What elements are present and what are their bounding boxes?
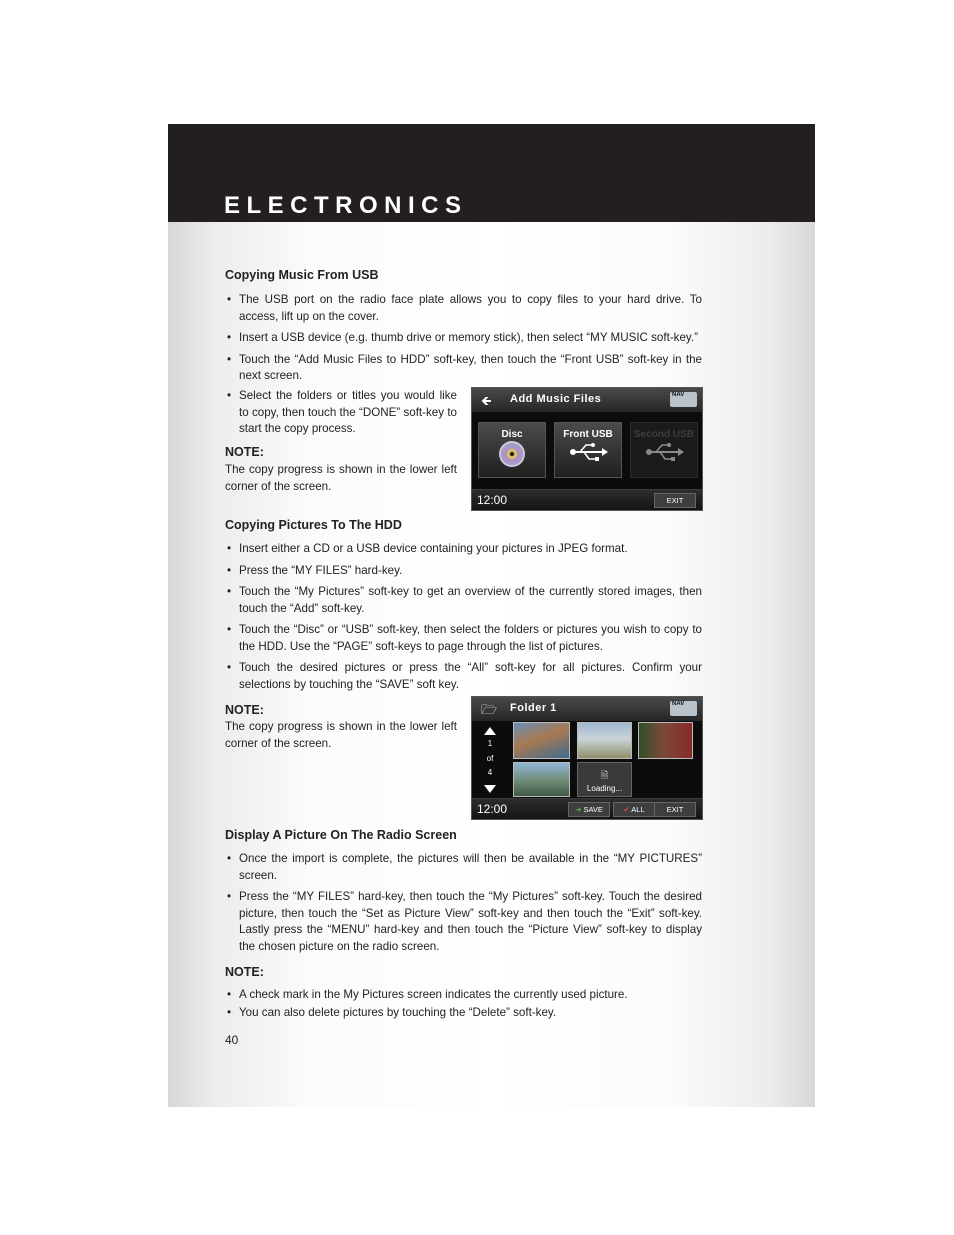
screen-status-bar (472, 798, 702, 819)
note-text: The copy progress is shown in the lower left corner of the screen. (225, 463, 457, 493)
list-item: • Touch the “Add Music Files to HDD” soft-key, then touch the “Front USB” soft-key in the next screen. (225, 352, 702, 385)
page-total: 4 (487, 768, 493, 777)
select-all-button-label: ALL (631, 805, 645, 814)
music-steps-list (225, 292, 702, 390)
list-item: • You can also delete pictures by touching the “Delete” soft-key. (225, 1005, 702, 1022)
disc-tile-label: Disc (501, 429, 523, 440)
nav-badge: NAV (670, 701, 697, 716)
manual-page (168, 124, 815, 1107)
folder-icon: 🗁 (481, 702, 498, 717)
clock: 12:00 (477, 802, 508, 816)
note-list (225, 987, 702, 1022)
page-of: of (486, 754, 494, 763)
page-down-icon[interactable] (484, 785, 496, 793)
back-arrow-icon[interactable]: 🡸 (481, 393, 492, 408)
note-label: NOTE: (225, 445, 264, 459)
clock: 12:00 (477, 493, 508, 507)
section-header-bar (168, 124, 815, 222)
list-item: • The USB port on the radio face plate allows you to copy files to your hard drive. To access, lift up on the cover. (225, 292, 702, 325)
heading-copying-music: Copying Music From USB (225, 268, 379, 282)
music-steps-list-continued (225, 388, 457, 443)
section-title: ELECTRONICS (224, 192, 468, 219)
second-usb-tile-label: Second USB (633, 429, 694, 440)
loading-label: Loading... (586, 784, 623, 793)
loading-thumbnail (577, 762, 632, 797)
document-icon: 🗎 (600, 770, 609, 780)
exit-button[interactable]: EXIT (654, 802, 696, 817)
select-all-button[interactable] (613, 802, 655, 817)
second-usb-tile[interactable] (630, 422, 698, 478)
screen-title: Add Music Files (510, 393, 602, 405)
usb-icon (644, 440, 684, 464)
pictures-steps-list (225, 541, 702, 698)
list-item: • Select the folders or titles you would like to copy, then touch the “DONE” soft-key to start the copy process. (225, 388, 457, 438)
screen-status-bar (472, 489, 702, 510)
disc-tile[interactable] (478, 422, 546, 478)
front-usb-tile-label: Front USB (563, 429, 613, 440)
picture-thumbnail[interactable] (577, 722, 632, 759)
list-item: • Insert a USB device (e.g. thumb drive or memory stick), then select “MY MUSIC soft-key.” (225, 330, 702, 347)
screen-title-bar (472, 697, 702, 721)
list-item: • Touch the “Disc” or “USB” soft-key, then select the folders or pictures you wish to copy to the HDD. Use the “PAGE” soft-keys to page through the list of pictures. (225, 622, 702, 655)
list-item: • Touch the “My Pictures” soft-key to get an overview of the currently stored images, then touch the “Add” soft-key. (225, 584, 702, 617)
list-item: • Touch the desired pictures or press the “All” soft-key for all pictures. Confirm your selections by touching the “SAVE” soft key. (225, 660, 702, 693)
list-item: • Press the “MY FILES” hard-key. (225, 563, 702, 580)
list-item: • Insert either a CD or a USB device containing your pictures in JPEG format. (225, 541, 702, 558)
list-item: • Once the import is complete, the pictures will then be available in the “MY PICTURES” screen. (225, 851, 702, 884)
page-current: 1 (487, 739, 493, 748)
display-steps-list (225, 851, 702, 960)
screen-title-bar (472, 388, 702, 412)
checkmark-icon: ✔ (623, 805, 630, 814)
list-item: • A check mark in the My Pictures screen indicates the currently used picture. (225, 987, 702, 1004)
save-button-label: SAVE (583, 805, 603, 814)
disc-icon (494, 440, 530, 468)
save-button[interactable] (568, 802, 610, 817)
folder-pictures-screenshot (471, 696, 703, 820)
picture-thumbnail[interactable] (513, 722, 570, 759)
note-label: NOTE: (225, 965, 264, 979)
heading-display-picture: Display A Picture On The Radio Screen (225, 828, 457, 842)
note-text: The copy progress is shown in the lower left corner of the screen. (225, 720, 457, 750)
screen-title: Folder 1 (510, 702, 557, 714)
add-music-files-screenshot (471, 387, 703, 511)
page-up-icon[interactable] (484, 727, 496, 735)
usb-icon (568, 440, 608, 464)
picture-thumbnail[interactable] (638, 722, 693, 759)
nav-badge: NAV (670, 392, 697, 407)
picture-thumbnail[interactable] (513, 762, 570, 797)
note-label: NOTE: (225, 703, 264, 717)
arrow-right-icon: ➔ (575, 805, 582, 814)
front-usb-tile[interactable] (554, 422, 622, 478)
page-number: 40 (225, 1033, 239, 1047)
exit-button[interactable]: EXIT (654, 493, 696, 508)
list-item: • Press the “MY FILES” hard-key, then touch the “My Pictures” soft-key. Touch the desired picture, then touch the “Set as Picture View” soft-key and then touch the “Exit” soft-key. Lastly press the “MENU” hard-key and then touch the “Picture View” soft-key to display the chosen picture on the radio screen. (225, 889, 702, 955)
heading-copying-pictures: Copying Pictures To The HDD (225, 518, 402, 532)
